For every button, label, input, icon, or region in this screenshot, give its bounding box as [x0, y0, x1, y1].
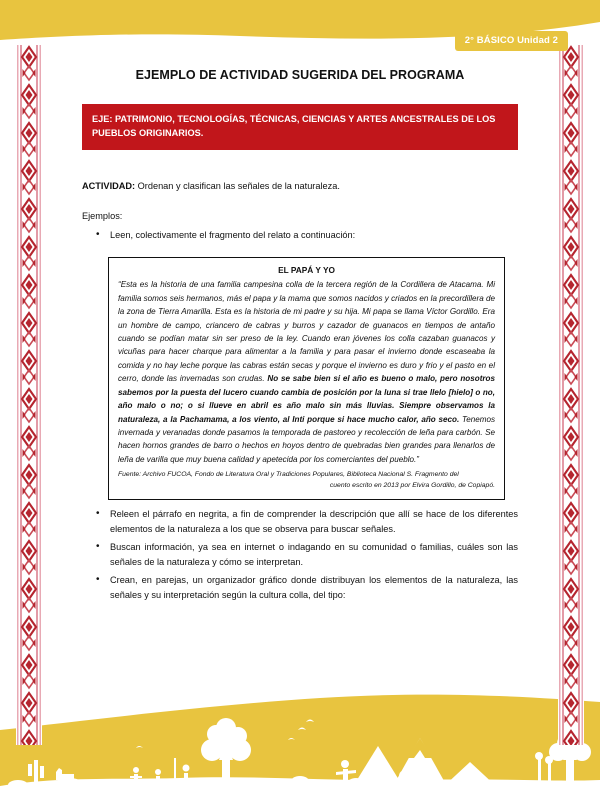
story-paragraph — [118, 278, 495, 466]
unit-badge: 2° BÁSICO Unidad 2 — [455, 31, 568, 51]
footer-landscape-decoration — [0, 688, 600, 800]
list-item: • Leen, colectivamente el fragmento del relato a continuación: — [110, 228, 518, 243]
story-source-line-1: Fuente: Archivo FUCOA, Fondo de Literatura Oral y Tradiciones Populares, Biblioteca Nacional S. Fragmento del — [118, 471, 459, 479]
list-item: • Crean, en parejas, un organizador gráfico donde distribuyan los elementos de la naturaleza, las señales y su interpretación según la cultura colla, del tipo: — [110, 573, 518, 603]
bullets-before-story — [82, 228, 518, 243]
bullets-after-story — [82, 507, 518, 602]
page-title: EJEMPLO DE ACTIVIDAD SUGERIDA DEL PROGRAMA — [135, 68, 465, 82]
story-source-line-2: cuento escrito en 2013 por Elvira Gordillo, de Copiapó. — [329, 481, 495, 489]
story-part-2: Tenemos invernada y veranadas donde pasamos la temporada de pastoreo y recolección de leña para carbón. Se hacen hornos grandes de barro o hechos en hoyos dentro de quebradas bien grandes para llenarlos de leña de varilla que muy buena calidad y apetecida por los comerciantes del pueblo.” — [118, 414, 496, 464]
list-item: • Buscan información, ya sea en internet o indagando en su comunidad o familias, cuáles son las señales de la naturaleza y cómo se interpretan. — [110, 540, 518, 570]
list-item: • Releen el párrafo en negrita, a fin de comprender la descripción que allí se hace de los diferentes elementos de la naturaleza a los que se observa para buscar señales. — [110, 507, 518, 537]
story-excerpt-box — [108, 257, 505, 500]
examples-label: Ejemplos: — [82, 211, 123, 222]
story-part-1: “Esta es la historia de una familia campesina colla de la tercera región de la Cordillera de Atacama. Mi familia somos seis hermanos, más el papa y la mama que somos nacidos y criados en la precordillera de la zona de Tierra Amarilla. Esta es la historia de mi padre y su hija. Mi papa se llama Víctor Gordillo. Era un hombre de campo, criancero de cabras y burros y cazador de guanacos en tiempos de antaño cuando se podían matar sin ser preso de la ley. Cuando eran jóvenes los colla cazaban guanacos y vicuñas para hacer charque para alimentar a la familia y para pasar el invierno donde escaseaba la comida y no hay leche porque las cabras están secas y porque el invierno es duro y frio y el pasto en el cerro, donde las invernadas son crudas. — [118, 280, 495, 384]
activity-label: ACTIVIDAD: — [82, 180, 136, 191]
activity-text: Ordenan y clasifican las señales de la naturaleza. — [135, 180, 340, 191]
activity-line — [82, 180, 518, 193]
story-title: EL PAPÁ Y YO — [278, 265, 335, 276]
eje-banner: EJE: PATRIMONIO, TECNOLOGÍAS, TÉCNICAS, CIENCIAS Y ARTES ANCESTRALES DE LOS PUEBLOS ORIGINARIOS. — [82, 104, 518, 150]
story-source — [118, 470, 495, 491]
story-bold-part: No se sabe bien si el año es bueno o malo, pero nosotros sabemos por la puesta del lucero cuando cambia de posición por la luna si trae llelo [hielo] o no, año malo o no; o si llueve en abril es año malo sin más lluvias. Siempre observamos la naturaleza, a la Pachamama, a los viento, al Inti porque si hace mucho calor, año seco. — [118, 374, 495, 424]
